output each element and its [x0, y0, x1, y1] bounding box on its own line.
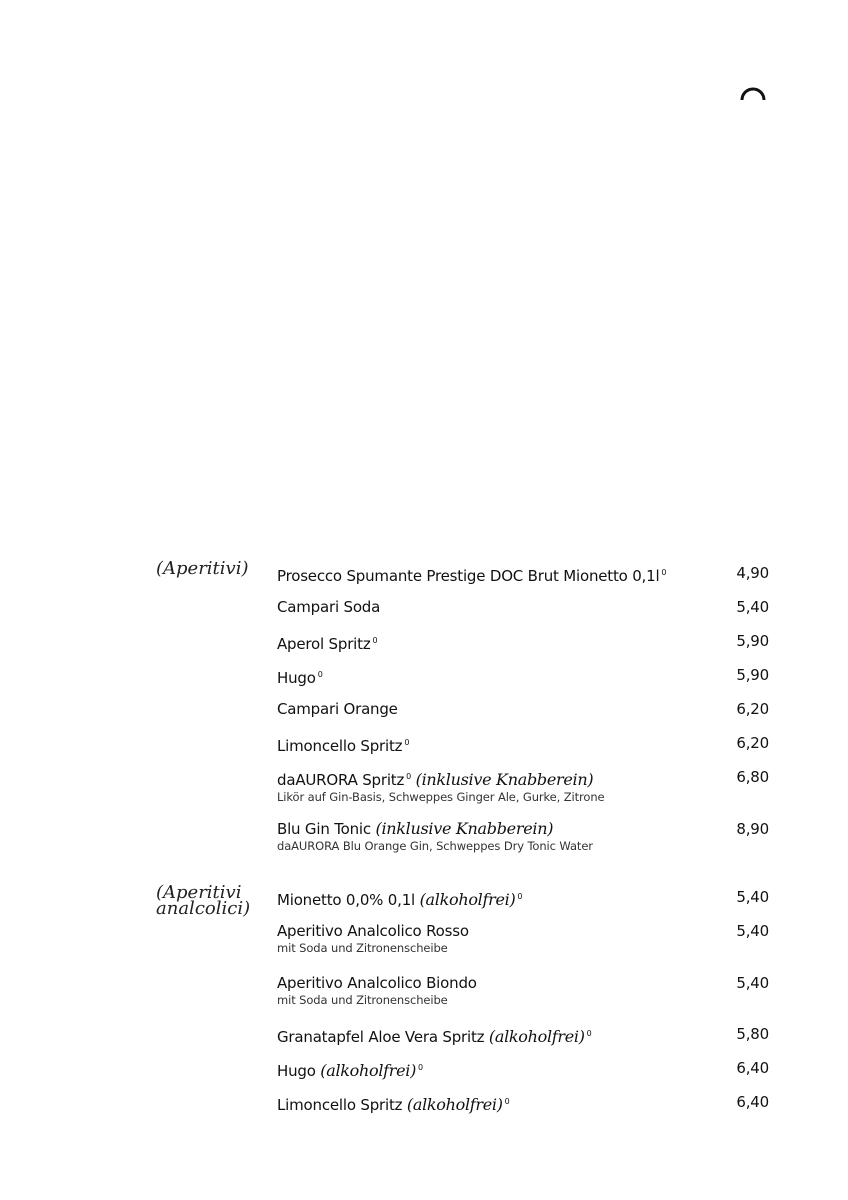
item-note: (alkoholfrei)	[419, 890, 516, 909]
menu-item	[277, 631, 769, 654]
item-price: 8,90	[736, 820, 769, 838]
arc-logo-icon	[739, 81, 767, 101]
item-price: 5,40	[736, 922, 769, 940]
menu-item	[277, 665, 769, 688]
item-name: Campari Soda	[277, 598, 381, 616]
item-name-line	[277, 631, 769, 654]
item-price: 6,40	[736, 1093, 769, 1111]
menu-item	[277, 819, 769, 853]
item-name-line	[277, 973, 769, 993]
item-superscript: 0	[406, 772, 412, 781]
item-name-line	[277, 767, 769, 790]
item-description: daAURORA Blu Orange Gin, Schweppes Dry Tonic Water	[277, 839, 593, 853]
item-superscript: 0	[661, 568, 667, 577]
item-superscript: 0	[418, 1063, 423, 1072]
item-name: Limoncello Spritz	[277, 737, 403, 755]
menu-item	[277, 1024, 769, 1047]
item-name-line	[277, 1024, 769, 1047]
item-name: Limoncello Spritz	[277, 1096, 403, 1114]
item-description: Likör auf Gin-Basis, Schweppes Ginger Ale, Gurke, Zitrone	[277, 790, 605, 804]
item-name: Aperitivo Analcolico Rosso	[277, 922, 469, 940]
item-name-line	[277, 597, 769, 617]
item-name: Aperol Spritz	[277, 635, 371, 653]
menu-item	[277, 973, 769, 1007]
item-price: 6,80	[736, 768, 769, 786]
menu-item	[277, 767, 769, 804]
item-price: 6,40	[736, 1059, 769, 1077]
menu-item	[277, 921, 769, 955]
item-note: (inklusive Knabberein)	[375, 819, 554, 838]
item-name: Mionetto 0,0% 0,1l	[277, 891, 416, 909]
item-superscript: 0	[517, 892, 523, 901]
menu-item	[277, 1092, 769, 1115]
item-note: (alkoholfrei)	[488, 1027, 585, 1046]
item-name: Prosecco Spumante Prestige DOC Brut Mionetto 0,1l	[277, 567, 660, 585]
item-price: 5,90	[736, 632, 769, 650]
item-price: 4,90	[736, 564, 769, 582]
item-price: 5,40	[736, 974, 769, 992]
menu-item	[277, 733, 769, 756]
section-label: (Aperitivi analcolici)	[156, 882, 251, 919]
item-name-line	[277, 699, 769, 719]
item-superscript: 0	[504, 1097, 510, 1106]
item-name-line	[277, 733, 769, 756]
item-price: 5,90	[736, 666, 769, 684]
menu-item	[277, 699, 769, 719]
item-price: 6,20	[736, 700, 769, 718]
item-name: daAURORA Spritz	[277, 771, 405, 789]
item-name-line	[277, 921, 769, 941]
item-name-line	[277, 1092, 769, 1115]
item-description: mit Soda und Zitronenscheibe	[277, 941, 448, 955]
item-name-line	[277, 665, 769, 688]
item-note: (inklusive Knabberein)	[415, 770, 594, 789]
item-price: 5,80	[736, 1025, 769, 1043]
item-name: Campari Orange	[277, 700, 398, 718]
menu-item	[277, 887, 769, 910]
item-name-line	[277, 819, 769, 839]
section-label: (Aperitivi)	[156, 558, 249, 579]
menu-item	[277, 563, 769, 586]
item-superscript: 0	[317, 670, 323, 679]
item-name: Blu Gin Tonic	[277, 820, 371, 838]
item-note: (alkoholfrei)	[406, 1095, 503, 1114]
item-description: mit Soda und Zitronenscheibe	[277, 993, 448, 1007]
item-price: 6,20	[736, 734, 769, 752]
item-price: 5,40	[736, 598, 769, 616]
menu-item	[277, 1058, 769, 1081]
item-superscript: 0	[372, 636, 378, 645]
item-price: 5,40	[736, 888, 769, 906]
menu-item	[277, 597, 769, 617]
item-name: Hugo	[277, 669, 316, 687]
item-note: (alkoholfrei)	[320, 1061, 417, 1080]
item-name-line	[277, 563, 769, 586]
item-name: Hugo	[277, 1062, 316, 1080]
item-superscript: 0	[404, 738, 410, 747]
item-name-line	[277, 887, 769, 910]
item-name-line	[277, 1058, 769, 1081]
item-name: Granatapfel Aloe Vera Spritz	[277, 1028, 485, 1046]
item-superscript: 0	[586, 1029, 592, 1038]
item-name: Aperitivo Analcolico Biondo	[277, 974, 477, 992]
